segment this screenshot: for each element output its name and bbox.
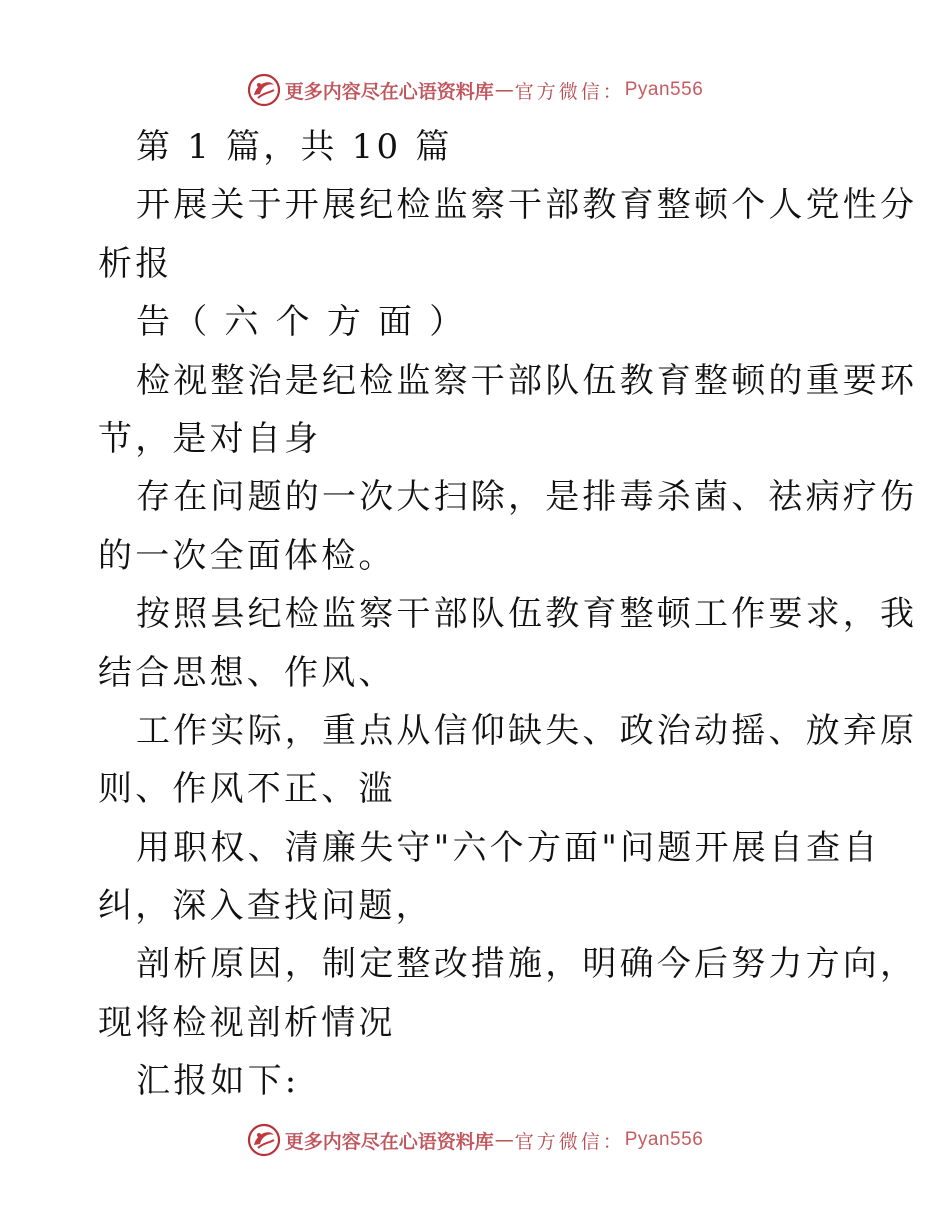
- title-line-cont: 析报: [98, 243, 173, 284]
- paragraph-line: 剖析原因，制定整改措施，明确今后努力方向，: [136, 944, 918, 985]
- watermark-wechat-label: 官方微信：: [514, 1130, 625, 1153]
- paragraph-line: 结合思想、作风、: [98, 652, 396, 693]
- paragraph-line: 工作实际，重点从信仰缺失、政治动摇、放弃原: [136, 710, 918, 751]
- page-counter-line: 第 1 篇，共 10 篇: [136, 127, 453, 167]
- watermark-wechat-id: Pyan556: [624, 79, 704, 100]
- paragraph-line: 节，是对自身: [98, 418, 322, 459]
- watermark-wechat-label: 官方微信：: [514, 80, 625, 103]
- paragraph-line: 用职权、清廉失守"六个方面"问题开展自查自: [136, 827, 881, 868]
- paragraph-line: 存在问题的一次大扫除，是排毒杀菌、祛病疗伤: [136, 477, 918, 518]
- watermark-site-text: 更多内容尽在心语资料库: [284, 1130, 494, 1153]
- paragraph-line: 按照县纪检监察干部队伍教育整顿工作要求，我: [136, 594, 918, 635]
- paragraph-line: 现将检视剖析情况: [98, 1002, 396, 1043]
- watermark-site-text: 更多内容尽在心语资料库: [284, 80, 494, 103]
- paragraph-line: 的一次全面体检。: [98, 535, 396, 576]
- footer-watermark: [0, 1118, 950, 1162]
- paragraph-line: 纠，深入查找问题，: [98, 886, 433, 927]
- paragraph-line: 则、作风不正、滥: [98, 769, 396, 810]
- watermark-wechat-id: Pyan556: [624, 1129, 704, 1150]
- red-swirl-logo-icon: [247, 1123, 281, 1157]
- title-line-end: 告（ 六 个 方 面 ）: [136, 302, 467, 343]
- paragraph-line: 汇报如下:: [136, 1061, 300, 1102]
- watermark-dash: —: [494, 79, 514, 101]
- watermark-dash: —: [494, 1129, 514, 1151]
- document-body: [98, 118, 918, 1111]
- paragraph-line: 检视整治是纪检监察干部队伍教育整顿的重要环: [136, 360, 918, 401]
- title-line: 开展关于开展纪检监察干部教育整顿个人党性分: [136, 185, 918, 226]
- red-swirl-logo-icon: [247, 73, 281, 107]
- header-watermark: [0, 68, 950, 112]
